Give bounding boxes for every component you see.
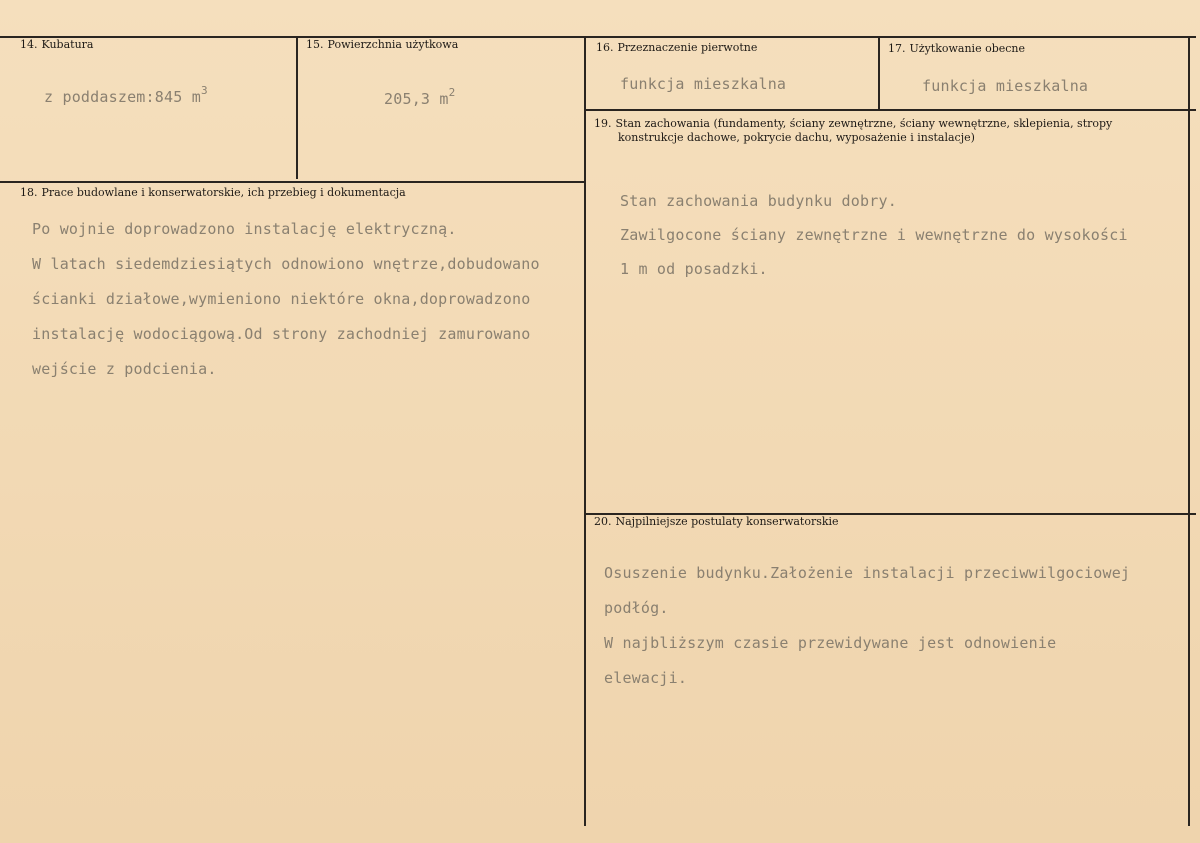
divider-above-18: [0, 181, 586, 183]
field-20-text: Osuszenie budynku.Założenie instalacji przeciwwilgociowej podłóg. W najbliższym czasie przewidywane jest odnowienie elewacji.: [604, 564, 1131, 687]
field-20-label: 20. Najpilniejsze postulaty konserwatorskie: [594, 515, 839, 528]
field-14-label: 14. Kubatura: [20, 38, 94, 51]
field-15-value: 205,3 $m^2$: [384, 86, 456, 108]
right-border: [1188, 36, 1190, 826]
field-19-label: 19. Stan zachowania (fundamenty, ściany zewnętrzne, ściany wewnętrzne, sklepienia, stropy konstrukcje dachowe, pokrycie dachu, wyposażenie i instalacje): [594, 117, 1113, 144]
field-14-value: z poddaszem:845 $m^3$: [44, 84, 208, 106]
field-19-text: Stan zachowania budynku dobry. Zawilgocone ściany zewnętrzne i wewnętrzne do wysokości 1 m od posadzki.: [620, 192, 1128, 278]
field-18-label: 18. Prace budowlane i konserwatorskie, ich przebieg i dokumentacja: [20, 186, 406, 199]
field-17-value: funkcja mieszkalna: [922, 77, 1089, 95]
divider-under-16-17: [585, 109, 1196, 111]
field-18-text: Po wojnie doprowadzono instalację elektryczną. W latach siedemdziesiątych odnowiono wnętrze,dobudowano ścianki działowe,wymieniono niektóre okna,doprowadzono instalację wodociągową.Od strony zachodniej zamurowano wejście z podcienia.: [32, 220, 540, 378]
field-16-label: 16. Przeznaczenie pierwotne: [596, 41, 758, 54]
divider-16-17: [878, 36, 880, 109]
field-16-value: funkcja mieszkalna: [620, 75, 787, 93]
divider-14-15: [296, 36, 298, 179]
center-divider: [584, 36, 586, 826]
top-border: [0, 36, 1196, 38]
field-15-label: 15. Powierzchnia użytkowa: [306, 38, 459, 51]
field-17-label: 17. Użytkowanie obecne: [888, 42, 1025, 55]
